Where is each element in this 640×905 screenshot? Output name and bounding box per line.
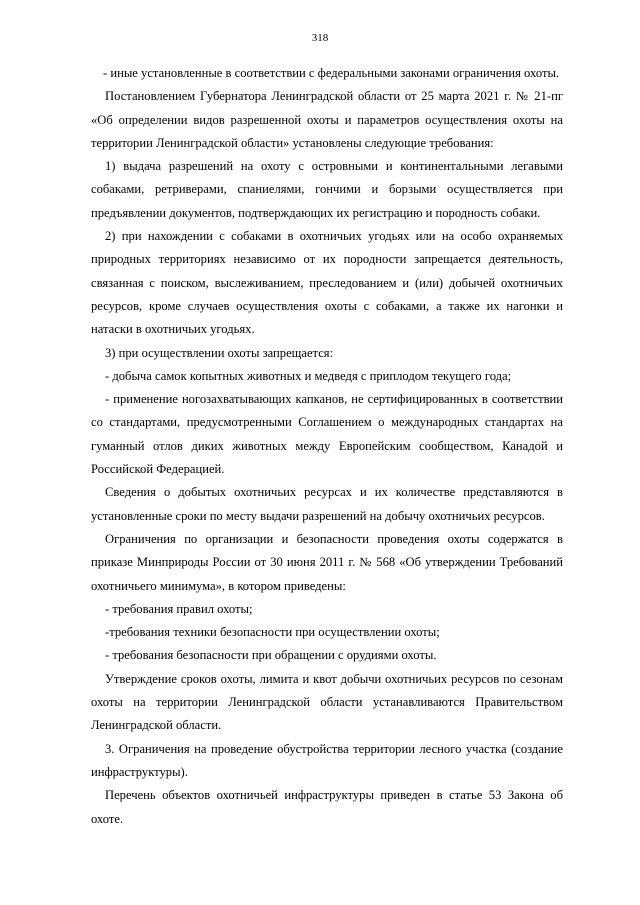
list-item-hunting-rules: - требования правил охоты; [105, 601, 253, 616]
paragraph-safety-restrictions: Ограничения по организации и безопасности проведения охоты содержатся в приказе Минприроды России от 30 июня 2011 г. № 568 «Об утверждении Требований охотничьего минимума», в котором приведены: [91, 531, 563, 593]
paragraph-requirement-2: 2) при нахождении с собаками в охотничьих угодьях или на особо охраняемых природных территориях независимо от их породности запрещается деятельность, связанная с поиском, выслеживанием, преследованием и (или) добычей охотничьих ресурсов, кроме случаев осуществления охоты с собаками, а также их нагонки и натаски в охотничьих угодьях. [91, 229, 563, 337]
paragraph-other-restrictions: - иные установленные в соответствии с федеральными законами ограничения охоты. [103, 66, 560, 80]
list-item-weapon-safety: - требования безопасности при обращении с орудиями охоты. [105, 648, 437, 663]
section-heading-infrastructure: 3. Ограничения на проведение обустройства территории лесного участка (создание инфраструктуры). [91, 741, 563, 779]
paragraph-hoofed-females: - добыча самок копытных животных и медведя с приплодом текущего года; [105, 368, 512, 383]
page-number: 318 [311, 32, 329, 44]
paragraph-requirement-1: 1) выдача разрешений на охоту с островными и континентальными легавыми собаками, ретриверами, спаниелями, гончими и борзыми осуществляется при предъявлении документов, подтверждающих их регистрацию и породность собаки. [91, 159, 563, 220]
list-item-safety-technique: -требования техники безопасности при осуществлении охоты; [105, 625, 440, 640]
paragraph-requirement-3: 3) при осуществлении охоты запрещается: [105, 345, 334, 360]
body-text [91, 62, 563, 831]
paragraph-governor-resolution: Постановлением Губернатора Ленинградской области от 25 марта 2021 г. № 21-пг «Об определении видов разрешенной охоты и параметров осуществления охоты на территории Ленинградской области» установлены следующие требования: [91, 89, 563, 150]
paragraph-harvest-reports: Сведения о добытых охотничьих ресурсах и их количестве представляются в установленные сроки по месту выдачи разрешений на добычу охотничьих ресурсов. [91, 485, 563, 523]
paragraph-seasons-quotas: Утверждение сроков охоты, лимита и квот добычи охотничьих ресурсов по сезонам охоты на территории Ленинградской области устанавливаются Правительством Ленинградской области. [91, 671, 563, 733]
paragraph-infrastructure-list: Перечень объектов охотничьей инфраструктуры приведен в статье 53 Закона об охоте. [91, 788, 563, 826]
paragraph-leghold-traps: - применение ногозахватывающих капканов, не сертифицированных в соответствии со стандартами, предусмотренными Соглашением о международных стандартах на гуманный отлов диких животных между Европейским сообществом, Канадой и Российской Федерацией. [91, 392, 563, 477]
